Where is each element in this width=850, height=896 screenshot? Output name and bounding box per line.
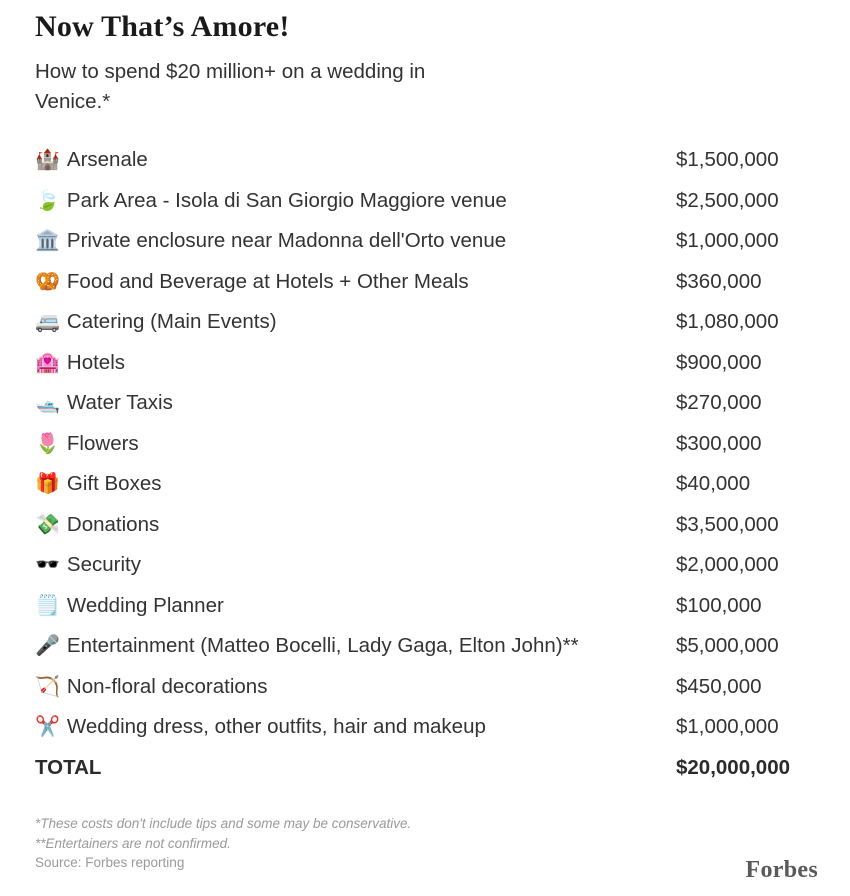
total-label: TOTAL [35,755,102,779]
table-row [35,626,820,667]
row-label [35,308,676,336]
page-subtitle: How to spend $20 million+ on a wedding in Venice.* [35,59,426,114]
table-row [35,343,820,384]
row-label [35,187,676,215]
row-label-text: Donations [66,512,160,536]
row-label-text: Park Area - Isola di San Giorgio Maggiore venue [66,188,507,212]
microphone-icon: 🎤 [35,635,60,658]
row-label [35,592,676,620]
row-label-text: Hotels [66,350,126,374]
pretzel-icon: 🥨 [35,270,60,293]
row-label [35,349,676,377]
row-value: $360,000 [676,269,762,293]
row-label [35,430,676,458]
love-hotel-icon: 🏩 [35,351,60,374]
footnote-entertainers: **Entertainers are not confirmed. [35,835,231,851]
row-label-text: Food and Beverage at Hotels + Other Meals [66,269,469,293]
row-value: $1,500,000 [676,148,779,172]
row-label-text: Wedding Planner [66,593,224,617]
table-row [35,424,820,465]
tulip-icon: 🌷 [35,432,60,455]
gift-icon: 🎁 [35,473,60,496]
row-label [35,511,676,539]
row-value: $450,000 [676,674,762,698]
table-row [35,545,820,586]
table-row [35,262,820,303]
forbes-logo: Forbes [745,857,818,883]
row-value: $300,000 [676,431,762,455]
scissors-icon: ✂️ [35,716,60,739]
row-value: $1,000,000 [676,715,779,739]
row-label-text: Entertainment (Matteo Bocelli, Lady Gaga, Elton John)** [66,634,579,658]
footnotes [35,814,820,873]
castle-icon: 🏰 [35,149,60,172]
row-label [35,673,676,701]
table-row [35,667,820,708]
footnote-tips: *These costs don't include tips and some may be conservative. [35,816,412,831]
row-label [35,470,676,498]
row-value: $2,500,000 [676,188,779,212]
sunglasses-icon: 🕶️ [35,554,60,577]
classical-building-icon: 🏛️ [35,230,60,253]
row-value: $100,000 [676,593,762,617]
row-value: $900,000 [676,350,762,374]
row-label [35,632,676,660]
table-row [35,302,820,343]
row-label [35,389,676,417]
row-label [35,551,676,579]
row-label [35,146,676,174]
row-value: $1,080,000 [676,310,779,334]
total-value: $20,000,000 [676,755,791,779]
table-row [35,586,820,627]
source-credit: Source: Forbes reporting [35,855,185,871]
page-title: Now That’s Amore! [35,10,290,43]
row-label [35,227,676,255]
row-value: $270,000 [676,391,762,415]
cost-table [35,140,820,788]
row-value: $5,000,000 [676,634,779,658]
money-with-wings-icon: 💸 [35,513,60,536]
row-value: $40,000 [676,472,751,496]
table-row [35,140,820,181]
row-label-text: Catering (Main Events) [66,310,277,334]
leaf-icon: 🍃 [35,189,60,212]
table-row [35,505,820,546]
row-value: $3,500,000 [676,512,779,536]
table-row [35,221,820,262]
row-label-text: Non-floral decorations [66,674,268,698]
row-label [35,268,676,296]
table-row [35,181,820,222]
row-label-text: Private enclosure near Madonna dell'Orto venue [66,229,507,253]
row-value: $2,000,000 [676,553,779,577]
row-label-text: Security [66,553,141,577]
motorboat-icon: 🛥️ [35,392,60,415]
minibus-icon: 🚐 [35,311,60,334]
row-value: $1,000,000 [676,229,779,253]
row-label-text: Arsenale [66,148,148,172]
table-row [35,707,820,748]
table-row [35,464,820,505]
row-label-text: Water Taxis [66,391,173,415]
row-label-text: Flowers [66,431,139,455]
row-label-text: Gift Boxes [66,472,162,496]
table-row [35,383,820,424]
bow-and-arrow-icon: 🏹 [35,675,60,698]
row-label-text: Wedding dress, other outfits, hair and makeup [66,715,486,739]
total-row [35,748,820,789]
spiral-notepad-icon: 🗒️ [35,594,60,617]
row-label [35,713,676,741]
